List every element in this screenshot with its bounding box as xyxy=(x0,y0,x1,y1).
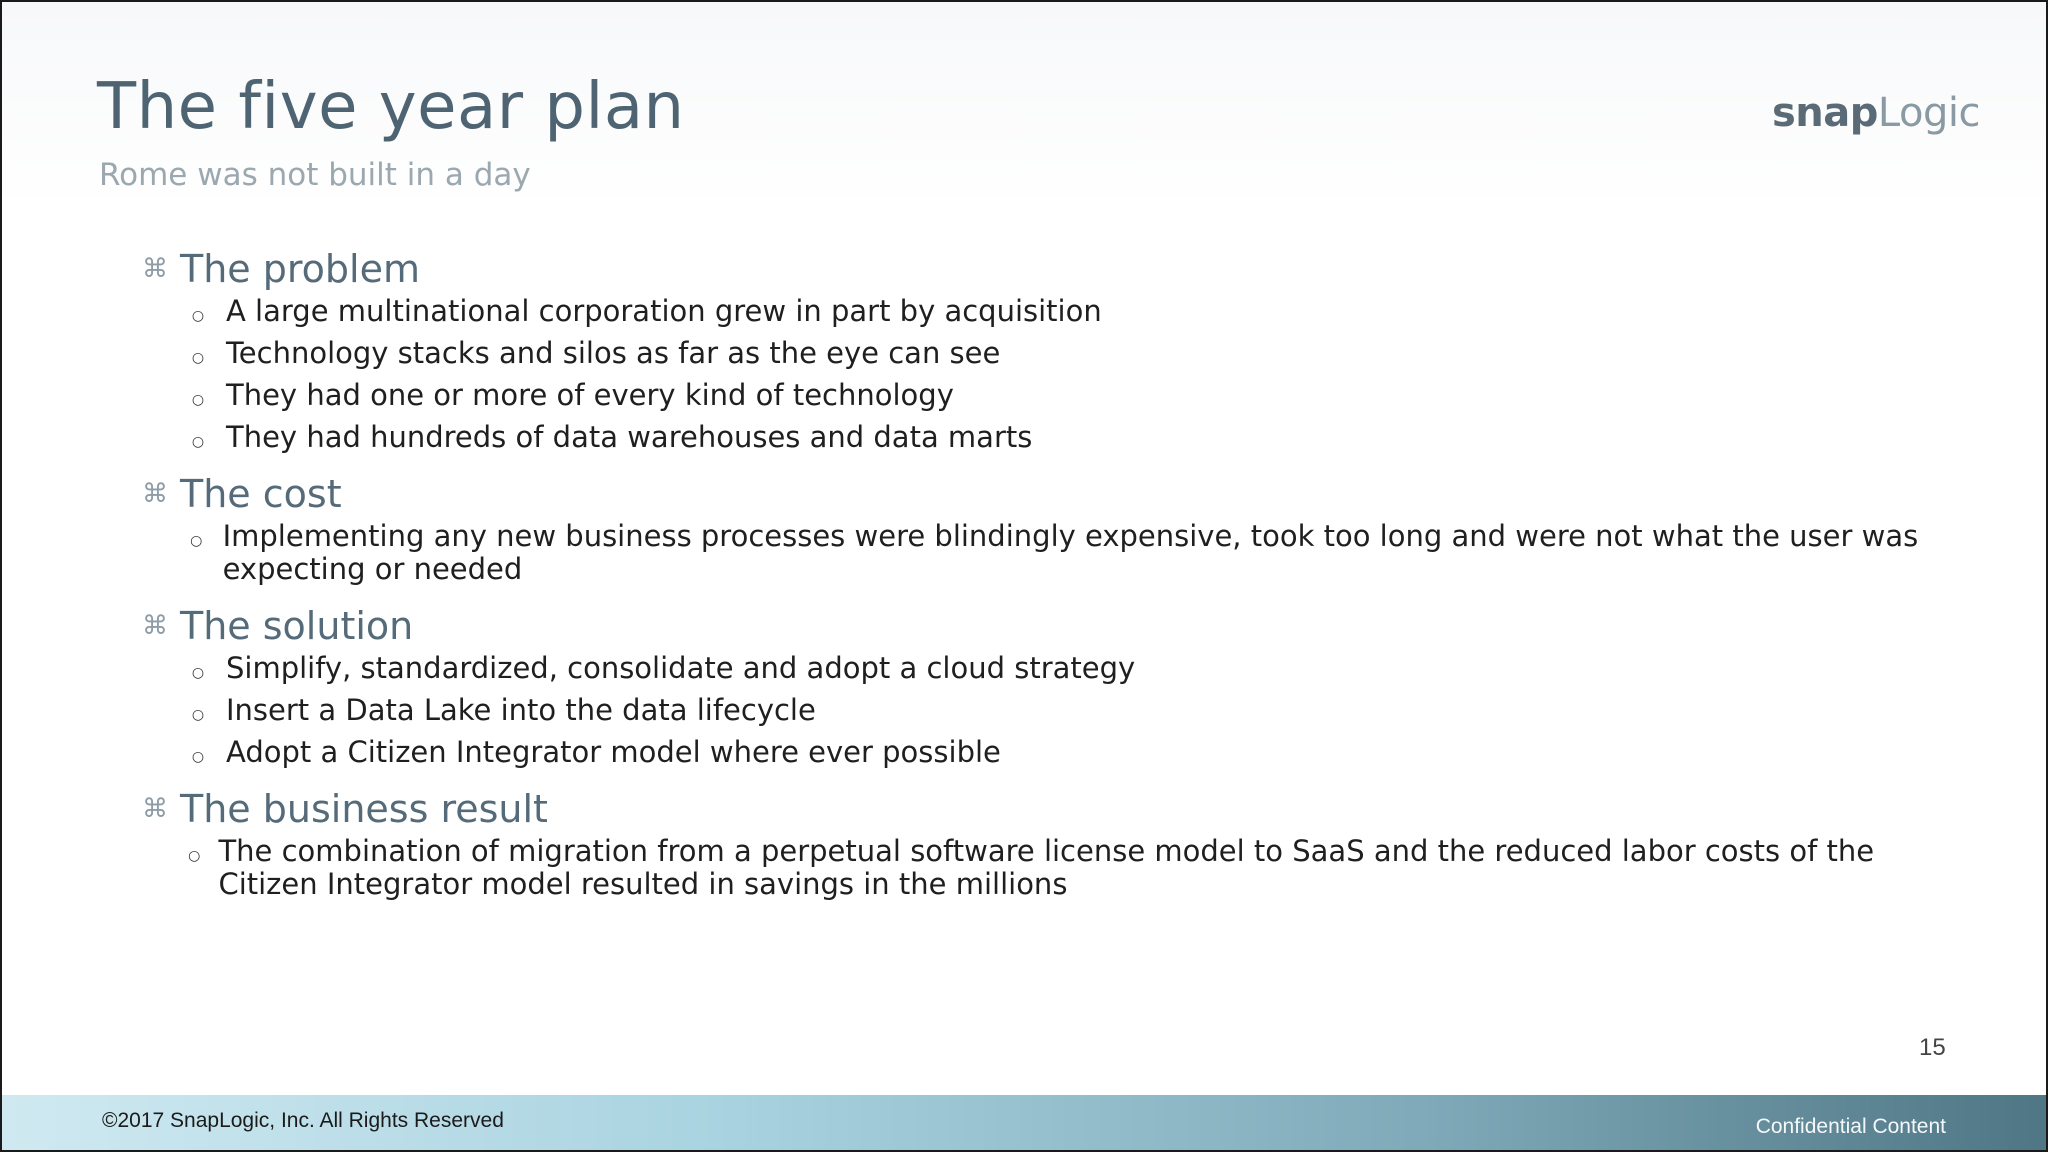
bullet-text: Insert a Data Lake into the data lifecycle xyxy=(226,693,816,727)
list-item xyxy=(142,736,1942,769)
section-heading-text: The solution xyxy=(180,604,414,648)
bullet-text: Technology stacks and silos as far as the eye can see xyxy=(226,336,1001,370)
bullet-text: The combination of migration from a perpetual software license model to SaaS and the reduced labor costs of the Citizen Integrator model resulted in savings in the millions xyxy=(218,834,1875,901)
list-item xyxy=(142,520,1942,586)
circle-bullet-icon: ○ xyxy=(191,308,205,324)
list-item xyxy=(142,337,1942,370)
bullet-text: Simplify, standardized, consolidate and adopt a cloud strategy xyxy=(226,651,1136,685)
section-heading-text: The problem xyxy=(180,247,420,291)
circle-bullet-icon: ○ xyxy=(191,749,205,765)
logo-part-snap: snap xyxy=(1772,90,1878,136)
list-item xyxy=(142,835,1942,901)
page-number: 15 xyxy=(1919,1034,1946,1061)
section-problem xyxy=(142,245,1942,454)
slide-content xyxy=(142,245,1942,917)
section-heading-text: The business result xyxy=(180,787,548,831)
circle-bullet-icon: ○ xyxy=(191,665,205,681)
bullet-list xyxy=(142,835,1942,901)
clover-bullet-icon: ⌘ xyxy=(142,479,168,509)
section-business-result xyxy=(142,785,1942,901)
bullet-list xyxy=(142,295,1942,454)
clover-bullet-icon: ⌘ xyxy=(142,611,168,641)
bullet-text: Adopt a Citizen Integrator model where ever possible xyxy=(226,735,1001,769)
bullet-text: Implementing any new business processes were blindingly expensive, took too long and were not what the user was expecting or needed xyxy=(222,519,1919,586)
footer-bar xyxy=(2,1095,2046,1150)
bullet-text: A large multinational corporation grew in part by acquisition xyxy=(226,294,1102,328)
section-heading xyxy=(142,785,1942,833)
section-heading xyxy=(142,245,1942,293)
clover-bullet-icon: ⌘ xyxy=(142,254,168,284)
clover-bullet-icon: ⌘ xyxy=(142,794,168,824)
circle-bullet-icon: ○ xyxy=(191,392,205,408)
bullet-text: They had one or more of every kind of technology xyxy=(226,378,954,412)
list-item xyxy=(142,421,1942,454)
circle-bullet-icon: ○ xyxy=(191,434,205,450)
footer-confidential: Confidential Content xyxy=(1755,1115,1946,1138)
section-heading-text: The cost xyxy=(180,472,342,516)
slide-title: The five year plan xyxy=(97,70,685,144)
circle-bullet-icon: ○ xyxy=(191,350,205,366)
list-item xyxy=(142,652,1942,685)
circle-bullet-icon: ○ xyxy=(188,848,201,864)
bullet-list xyxy=(142,520,1942,586)
bullet-text: They had hundreds of data warehouses and data marts xyxy=(226,420,1033,454)
bullet-list xyxy=(142,652,1942,769)
footer-copyright: ©2017 SnapLogic, Inc. All Rights Reserved xyxy=(102,1109,504,1132)
list-item xyxy=(142,379,1942,412)
section-cost xyxy=(142,470,1942,586)
circle-bullet-icon: ○ xyxy=(191,707,205,723)
section-heading xyxy=(142,602,1942,650)
list-item xyxy=(142,694,1942,727)
logo-part-logic: Logic xyxy=(1877,90,1980,136)
snaplogic-logo xyxy=(1772,90,1980,136)
section-solution xyxy=(142,602,1942,769)
list-item xyxy=(142,295,1942,328)
slide-subtitle: Rome was not built in a day xyxy=(99,157,531,193)
circle-bullet-icon: ○ xyxy=(190,533,203,549)
section-heading xyxy=(142,470,1942,518)
